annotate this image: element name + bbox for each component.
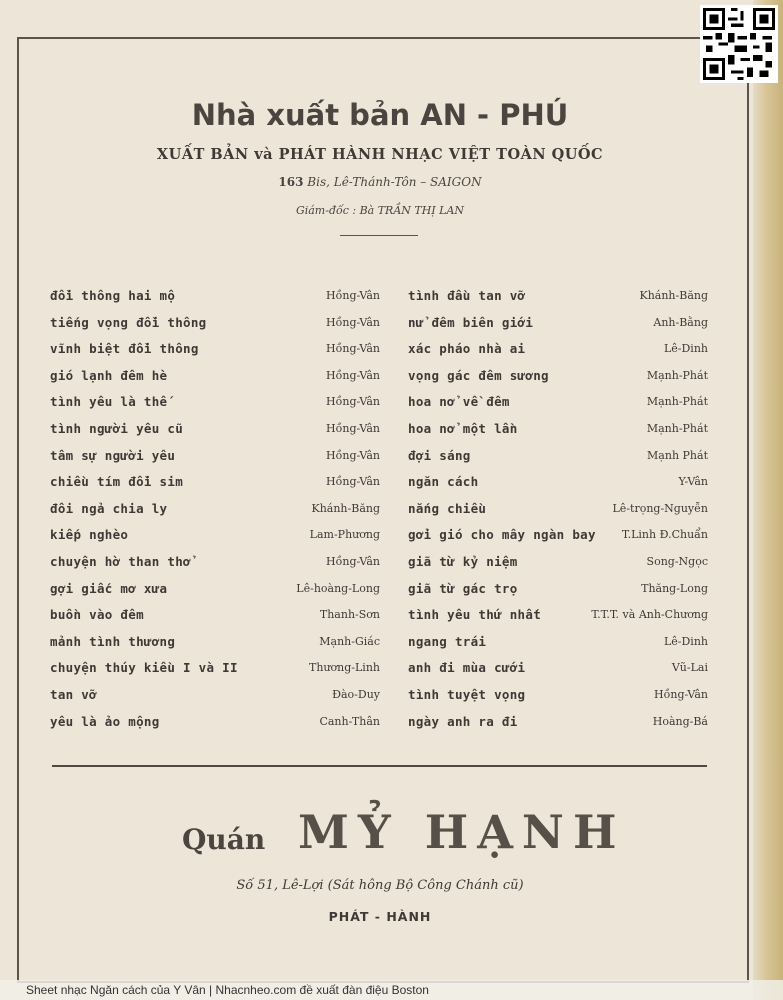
song-row bbox=[50, 419, 380, 439]
song-row bbox=[50, 605, 380, 625]
song-title: tan vỡ bbox=[50, 687, 97, 702]
song-title: hoa nở về đêm bbox=[408, 394, 510, 410]
song-composer: Lê-trọng-Nguyễn bbox=[612, 501, 708, 515]
song-row bbox=[50, 392, 380, 412]
song-composer: Khánh-Băng bbox=[311, 501, 380, 515]
song-title: tình yêu thứ nhất bbox=[408, 607, 542, 623]
song-composer: T.T.T. và Anh-Chương bbox=[591, 608, 708, 622]
song-composer: T.Linh Đ.Chuẩn bbox=[621, 528, 708, 542]
song-title: giã từ kỷ niệm bbox=[408, 554, 518, 569]
song-title: xác pháo nhà ai bbox=[408, 341, 526, 357]
song-row bbox=[50, 525, 380, 545]
song-title: ngang trái bbox=[408, 633, 487, 649]
song-row bbox=[408, 366, 708, 386]
song-composer: Hồng-Vân bbox=[326, 422, 380, 435]
song-composer: Lê-Dinh bbox=[663, 634, 708, 648]
song-title: yêu là ảo mộng bbox=[50, 713, 160, 729]
song-row bbox=[408, 632, 708, 652]
song-composer: Hồng-Vân bbox=[326, 555, 380, 568]
song-title: đồi thông hai mộ bbox=[50, 288, 176, 303]
divider bbox=[340, 235, 418, 236]
song-row bbox=[408, 419, 708, 439]
distributor-prefix: Quán bbox=[182, 823, 266, 856]
song-title: kiếp nghèo bbox=[50, 527, 129, 543]
song-row bbox=[50, 632, 380, 652]
song-title: tình tuyệt vọng bbox=[408, 687, 526, 702]
song-title: tiếng vọng đồi thông bbox=[50, 314, 207, 330]
song-row bbox=[408, 685, 708, 705]
song-title: ngày anh ra đi bbox=[408, 713, 518, 729]
qr-code-icon bbox=[700, 5, 778, 83]
song-title: mảnh tình thương bbox=[50, 633, 176, 649]
song-row bbox=[408, 605, 708, 625]
song-composer: Mạnh-Phát bbox=[646, 368, 708, 382]
publisher-name: Nhà xuất bản AN - PHÚ bbox=[191, 98, 569, 132]
song-composer: Hồng-Vân bbox=[326, 448, 380, 462]
song-composer: Y-Vân bbox=[678, 475, 708, 489]
song-title: chuyện hờ than thở bbox=[50, 554, 191, 569]
song-row bbox=[408, 525, 708, 545]
song-row bbox=[408, 579, 708, 599]
song-composer: Đào-Duy bbox=[332, 688, 380, 701]
distributor-address: Số 51, Lê-Lợi (Sát hông Bộ Công Chánh cũ) bbox=[236, 878, 524, 893]
song-composer: Hồng-Vân bbox=[326, 395, 380, 409]
song-title: gởi gió cho mây ngàn bay bbox=[408, 527, 596, 543]
song-composer: Hồng-Vân bbox=[326, 368, 380, 382]
publisher-tagline: XUẤT BẢN và PHÁT HÀNH NHẠC VIỆT TOÀN QUỐC bbox=[156, 146, 604, 163]
song-composer: Song-Ngọc bbox=[646, 555, 708, 568]
song-title: gợi giấc mơ xưa bbox=[50, 580, 168, 596]
song-row bbox=[50, 579, 380, 599]
song-composer: Khánh-Băng bbox=[639, 289, 708, 302]
song-row bbox=[50, 552, 380, 572]
song-composer: Thương-Linh bbox=[309, 661, 380, 675]
address-number: 163 bbox=[278, 175, 304, 189]
song-composer: Thăng-Long bbox=[641, 581, 708, 595]
song-row bbox=[408, 712, 708, 732]
song-row bbox=[50, 472, 380, 492]
song-row bbox=[408, 552, 708, 572]
song-title: tình yêu là thế bbox=[50, 394, 168, 410]
publisher-director: Giám-đốc : Bà TRẦN THỊ LAN bbox=[295, 204, 465, 217]
song-title: nử đêm biên giới bbox=[408, 314, 534, 330]
song-row bbox=[50, 712, 380, 732]
song-title: vĩnh biệt đồi thông bbox=[50, 341, 199, 357]
song-composer: Mạnh-Phát bbox=[646, 395, 708, 409]
song-composer: Hoàng-Bá bbox=[652, 714, 708, 728]
song-composer: Lam-Phương bbox=[309, 528, 380, 542]
song-title: nắng chiều bbox=[408, 500, 487, 516]
song-title: chiều tím đồi sim bbox=[50, 474, 184, 490]
song-row bbox=[50, 499, 380, 519]
song-title: tình người yêu cũ bbox=[50, 421, 184, 436]
song-row bbox=[408, 339, 708, 359]
song-row bbox=[50, 339, 380, 359]
song-composer: Hồng-Vân bbox=[654, 688, 708, 701]
song-composer: Lê-hoàng-Long bbox=[296, 581, 380, 595]
song-title: tình đầu tan vỡ bbox=[408, 288, 526, 303]
song-title: anh đi mùa cưới bbox=[408, 660, 526, 676]
song-composer: Lê-Dinh bbox=[663, 342, 708, 356]
song-row bbox=[408, 472, 708, 492]
distributor-role: PHÁT - HÀNH bbox=[328, 909, 432, 924]
song-title: chuyện thúy kiều I và II bbox=[50, 660, 238, 676]
divider bbox=[52, 765, 707, 767]
song-title: ngăn cách bbox=[408, 474, 479, 490]
song-row bbox=[408, 392, 708, 412]
song-composer: Hồng-Vân bbox=[326, 289, 380, 302]
song-row bbox=[50, 286, 380, 306]
song-composer: Anh-Bằng bbox=[653, 315, 708, 329]
song-row bbox=[50, 366, 380, 386]
song-row bbox=[408, 313, 708, 333]
song-row bbox=[408, 446, 708, 466]
song-row bbox=[408, 499, 708, 519]
song-composer: Mạnh Phát bbox=[647, 448, 708, 462]
song-title: giã từ gác trọ bbox=[408, 580, 518, 596]
song-title: buồn vào đêm bbox=[50, 607, 144, 623]
song-composer: Mạnh-Phát bbox=[646, 422, 708, 435]
song-row bbox=[408, 658, 708, 678]
song-composer: Mạnh-Giác bbox=[319, 634, 380, 648]
song-composer: Hồng-Vân bbox=[326, 475, 380, 489]
address-street: Bis, Lê-Thánh-Tôn – SAIGON bbox=[307, 175, 482, 189]
song-title: tâm sự người yêu bbox=[50, 447, 176, 463]
song-composer: Hồng-Vân bbox=[326, 342, 380, 356]
song-composer: Vũ-Lai bbox=[671, 661, 708, 675]
song-row bbox=[50, 446, 380, 466]
song-composer: Thanh-Sơn bbox=[319, 608, 380, 622]
song-title: vọng gác đêm sương bbox=[408, 367, 549, 383]
song-title: hoa nở một lần bbox=[408, 421, 518, 436]
caption: Sheet nhạc Ngăn cách của Y Vân | Nhacnheo.com đề xuất đàn điệu Boston bbox=[0, 980, 783, 1000]
song-title: đợi sáng bbox=[408, 447, 471, 463]
distributor-name: MỶ HẠNH bbox=[298, 805, 626, 859]
song-row bbox=[50, 685, 380, 705]
publisher-address bbox=[0, 175, 760, 189]
song-composer: Hồng-Vân bbox=[326, 315, 380, 329]
song-row bbox=[408, 286, 708, 306]
song-row bbox=[50, 313, 380, 333]
song-composer: Canh-Thân bbox=[319, 714, 380, 728]
song-title: đôi ngả chia ly bbox=[50, 500, 168, 516]
song-title: gió lạnh đêm hè bbox=[50, 367, 168, 383]
song-row bbox=[50, 658, 380, 678]
